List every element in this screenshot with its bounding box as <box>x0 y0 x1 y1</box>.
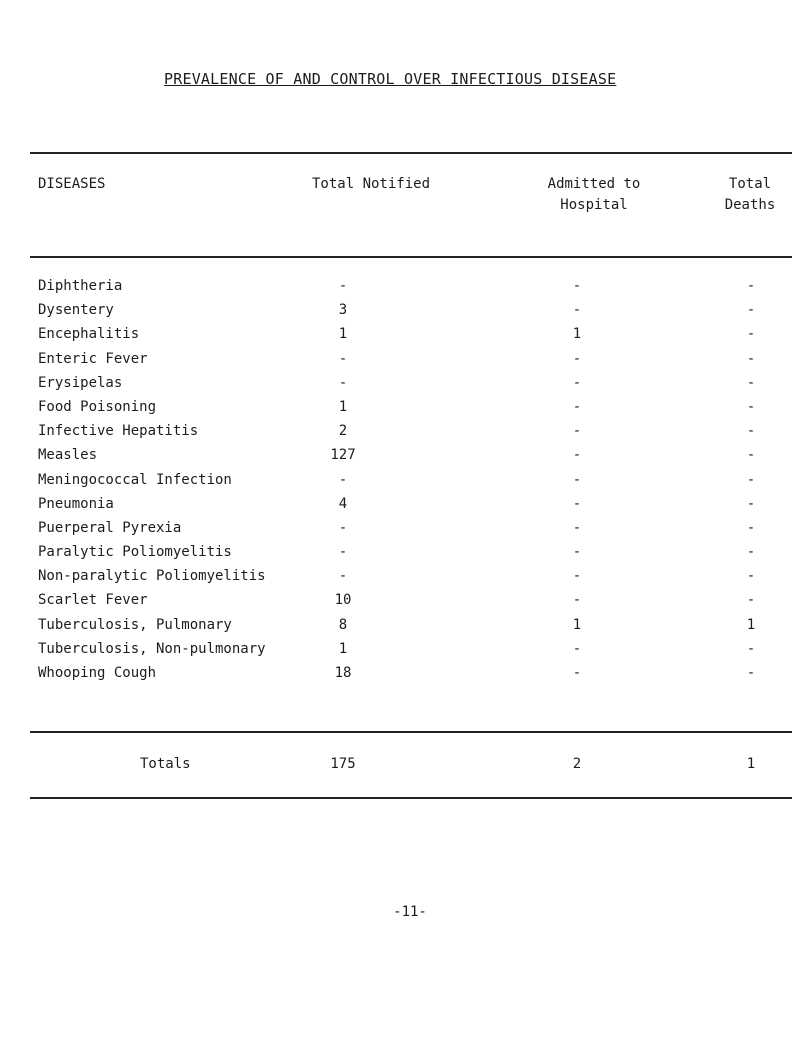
notified-count: - <box>338 519 348 536</box>
deaths-count: - <box>746 423 756 440</box>
deaths-count: - <box>746 398 756 415</box>
admitted-count: - <box>572 568 582 585</box>
notified-count: 3 <box>338 302 348 319</box>
notified-count: - <box>338 568 348 585</box>
notified-count: 1 <box>338 398 348 415</box>
deaths-count: - <box>746 495 756 512</box>
totals-admitted: 2 <box>572 756 582 772</box>
table-row <box>0 447 800 471</box>
table-row <box>0 375 800 399</box>
header-deaths-line1: Total <box>728 176 772 192</box>
admitted-count: 1 <box>572 326 582 343</box>
deaths-count: - <box>746 640 756 657</box>
disease-name: Encephalitis <box>38 326 140 343</box>
table-row <box>0 472 800 496</box>
disease-name: Food Poisoning <box>38 398 157 415</box>
notified-count: 8 <box>338 616 348 633</box>
deaths-count: - <box>746 302 756 319</box>
table-row <box>0 592 800 616</box>
deaths-count: - <box>746 374 756 391</box>
table-row <box>0 423 800 447</box>
admitted-count: - <box>572 423 582 440</box>
table-row <box>0 496 800 520</box>
admitted-count: - <box>572 544 582 561</box>
table-row <box>0 544 800 568</box>
notified-count: 1 <box>338 640 348 657</box>
notified-count: 1 <box>338 326 348 343</box>
notified-count: 127 <box>330 447 356 464</box>
table-top-rule <box>30 152 792 154</box>
totals-notified: 175 <box>330 756 356 772</box>
deaths-count: - <box>746 568 756 585</box>
admitted-count: - <box>572 278 582 294</box>
admitted-count: - <box>572 640 582 657</box>
disease-name: Puerperal Pyrexia <box>38 519 182 536</box>
table-bottom-rule <box>30 797 792 799</box>
deaths-count: 1 <box>746 616 756 633</box>
deaths-count: - <box>746 447 756 464</box>
admitted-count: - <box>572 665 582 681</box>
deaths-count: - <box>746 519 756 536</box>
admitted-count: 1 <box>572 616 582 633</box>
admitted-count: - <box>572 519 582 536</box>
table-row <box>0 302 800 326</box>
admitted-count: - <box>572 471 582 488</box>
totals-deaths: 1 <box>746 756 756 772</box>
disease-name: Diphtheria <box>38 278 123 294</box>
table-row <box>0 399 800 423</box>
table-row <box>0 326 800 350</box>
totals-label: Totals <box>140 756 191 772</box>
deaths-count: - <box>746 592 756 609</box>
table-row <box>0 641 800 665</box>
admitted-count: - <box>572 374 582 391</box>
admitted-count: - <box>572 398 582 415</box>
table-row <box>0 278 800 302</box>
table-body-rule <box>30 731 792 733</box>
notified-count: 10 <box>334 592 352 609</box>
disease-table-body <box>0 278 800 689</box>
admitted-count: - <box>572 350 582 367</box>
header-rule <box>30 256 792 258</box>
notified-count: - <box>338 278 348 294</box>
disease-name: Measles <box>38 447 98 464</box>
header-admitted-line2: Hospital <box>560 197 628 213</box>
admitted-count: - <box>572 495 582 512</box>
disease-name: Scarlet Fever <box>38 592 148 609</box>
notified-count: - <box>338 544 348 561</box>
disease-name: Meningococcal Infection <box>38 471 232 488</box>
admitted-count: - <box>572 447 582 464</box>
notified-count: 2 <box>338 423 348 440</box>
table-row <box>0 617 800 641</box>
disease-name: Tuberculosis, Non-pulmonary <box>38 640 266 657</box>
table-row <box>0 351 800 375</box>
disease-name: Infective Hepatitis <box>38 423 199 440</box>
page-title: PREVALENCE OF AND CONTROL OVER INFECTIOUS DISEASE <box>164 70 617 88</box>
disease-name: Erysipelas <box>38 374 123 391</box>
page-number: -11- <box>393 904 427 920</box>
header-admitted-line1: Admitted to <box>547 176 641 192</box>
table-row <box>0 520 800 544</box>
notified-count: 18 <box>334 665 352 681</box>
header-admitted-to-hospital <box>524 174 664 216</box>
disease-name: Paralytic Poliomyelitis <box>38 544 232 561</box>
disease-name: Pneumonia <box>38 495 114 512</box>
deaths-count: - <box>746 326 756 343</box>
header-total-notified: Total Notified <box>312 176 431 192</box>
admitted-count: - <box>572 592 582 609</box>
notified-count: - <box>338 350 348 367</box>
admitted-count: - <box>572 302 582 319</box>
notified-count: - <box>338 374 348 391</box>
disease-name: Enteric Fever <box>38 350 148 367</box>
deaths-count: - <box>746 665 756 681</box>
table-row <box>0 568 800 592</box>
deaths-count: - <box>746 471 756 488</box>
header-deaths-line2: Deaths <box>724 197 776 213</box>
deaths-count: - <box>746 544 756 561</box>
disease-name: Tuberculosis, Pulmonary <box>38 616 232 633</box>
header-diseases: DISEASES <box>38 176 106 192</box>
deaths-count: - <box>746 350 756 367</box>
notified-count: 4 <box>338 495 348 512</box>
deaths-count: - <box>746 278 756 294</box>
disease-name: Dysentery <box>38 302 114 319</box>
disease-name: Whooping Cough <box>38 665 157 681</box>
notified-count: - <box>338 471 348 488</box>
disease-name: Non-paralytic Poliomyelitis <box>38 568 266 585</box>
header-total-deaths <box>710 174 790 216</box>
table-row <box>0 665 800 689</box>
